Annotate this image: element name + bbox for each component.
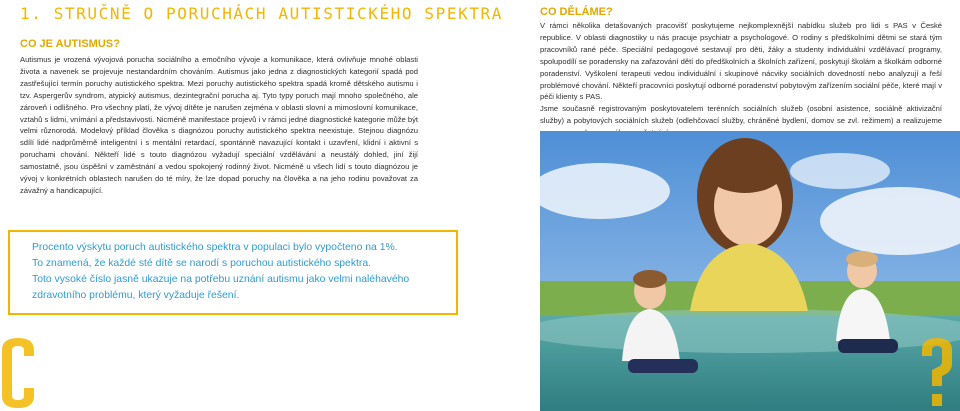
callout-line-1: Procento výskytu poruch autistického spektra v populaci bylo vypočteno na 1%. [32,242,398,253]
autism-paragraph: Autismus je vrozená vývojová porucha sociálního a emočního vývoje a komunikace, která ovlivňuje mnohé oblasti života a navenek se projevuje nestandardním chováním. Autismus jako jedna z diagnostických kategorií spadá pod zastřešující termín poruchy autistického spektra. Mezi poruchy autistického spektra spadá kromě dětského autismu i tzv. Aspergerův syndrom, atypický autismus, dezintegrační porucha aj. Tyto typy poruch mají mnoho společného, ale zároveň i odlišného. Pro všechny platí, že vývoj dítěte je narušen zejména v oblasti slovní a mimoslovní komunikace, vztahů s lidmi, vnímání a představivosti. Nicméně manifestace projevů i v rámci jedné diagnostické kategorie může být velmi různorodá. Modelový příklad člověka s diagnózou poruchy autistického spektra neexistuje. Stejnou diagnózu sdílí lidé nadprůměrně inteligentní i s mentální retardací, spontánně navazující kontakt i uzavření, klidní i aktivní s poruchami chování. Někteří lidé s touto diagnózou vyžadují speciální vzdělávání a neustálý dohled, jiní žijí samostatně, jsou úspěšní v zaměstnání a vedou spokojený rodinný život. Nicméně u všech lidí s touto diagnózou je vývoj v konkrétních oblastech narušen do té míry, že lze dopad poruchy na člověka a na jeho rodinu považovat za závažný a handicapující. [20,55,419,195]
what-we-do-text [540,20,942,139]
right-page [480,0,960,411]
children-photo [540,131,960,411]
what-we-do-paragraph-1: V rámci několika detašovaných pracovišť poskytujeme nejkomplexnější nabídku služeb pro lidi s PAS v České republice. V oblasti diagnostiky u nás pracuje psychiatr a psychologové. O rodiny s předškolními dětmi se stará tým pracovníků rané péče. Speciální pedagogové sestavují pro děti, žáky a studenty individuální vzdělávací programy, spolupodílí se poradensky na zařazování dětí do předškolních a školních zařízení, poskytují školám a školkám odborné poradenství. Vyškolení terapeuti vedou individuální i skupinové nácviky sociálních dovedností nebo analyzují a řeší problémové chování. Někteří pracovníci poskytují odborné poradenství pobytovým zařízením sociální péče, které mají v péči klienty s PAS. [540,21,942,102]
section-heading-autism: CO JE AUTISMUS? [20,38,120,50]
children-photo-illustration [540,131,960,411]
page-title: 1. STRUČNĚ O PORUCHÁCH AUTISTICKÉHO SPEKTRA [20,4,504,23]
decorative-question-glyph [918,336,956,410]
callout-box [8,230,458,315]
decorative-c-glyph [0,336,36,410]
callout-line-2: To znamená, že každé sté dítě se narodí s poruchou autistického spektra. [32,258,372,269]
what-we-do-paragraph-2: Jsme současně registrovaným poskytovatelem terénních sociálních služeb (osobní asistence, sociálně aktivizační služby) a pobytových sociálních služeb (odlehčovací služby, chráněné bydlení, domov se zvl. režimem) a realizujeme [540,104,942,126]
section-heading-what-we-do: CO DĚLÁME? [540,6,613,18]
autism-text [20,54,418,197]
callout-line-3: Toto vysoké číslo jasně ukazuje na potřebu uznání autismu jako velmi naléhavého zdravotního problému, který vyžaduje řešení. [32,274,410,301]
